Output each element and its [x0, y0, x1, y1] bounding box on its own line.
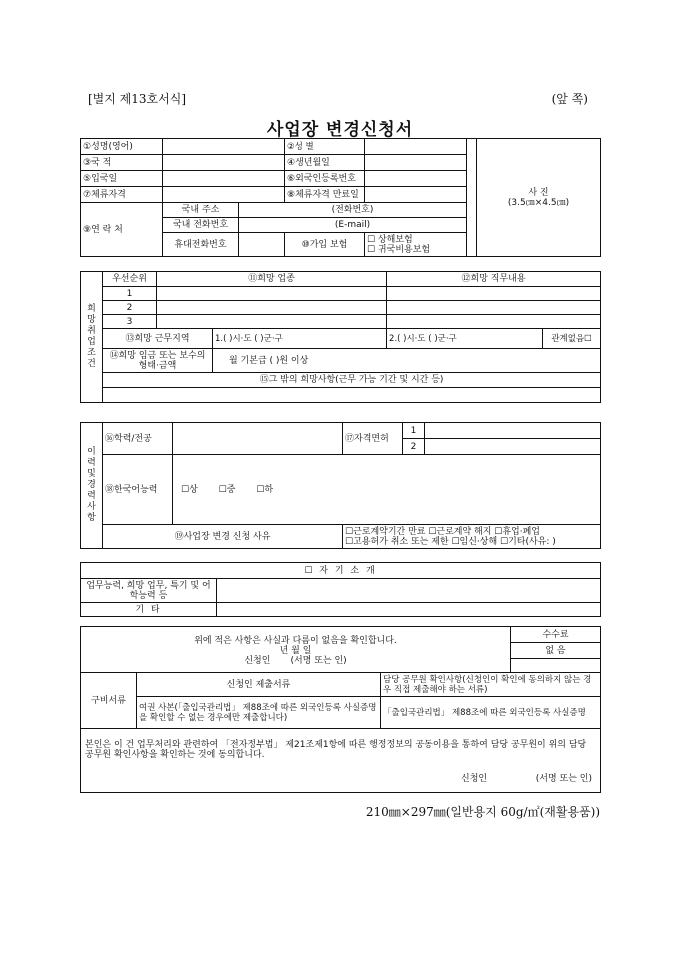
email-field[interactable]: [239, 218, 467, 233]
confirmation-table: [80, 626, 601, 793]
mobile-field[interactable]: [239, 233, 285, 257]
duty-2-field[interactable]: [387, 301, 601, 315]
birth-field[interactable]: [365, 155, 467, 171]
education-label: ⑯학력/전공: [103, 423, 173, 455]
ability-field[interactable]: [217, 579, 601, 603]
industry-3-field[interactable]: [157, 315, 387, 329]
applicant-sign: (서명 또는 인): [290, 655, 347, 666]
no-matter-checkbox[interactable]: 관계없음☐: [543, 329, 601, 349]
statement-text: 위에 적은 사항은 사실과 다름이 없음을 확인합니다.: [194, 635, 397, 646]
status-expiry-label: ⑧체류자격 만료일: [285, 187, 365, 203]
injury-insurance-checkbox[interactable]: ☐ 상해보험: [367, 234, 413, 245]
nationality-label: ③국 적: [81, 155, 163, 171]
entry-date-label: ⑤입국일: [81, 171, 163, 187]
registration-field[interactable]: [365, 171, 467, 187]
license-label: ⑰자격면허: [343, 423, 403, 455]
self-intro-title: ☐ 자 기 소 개: [81, 563, 601, 579]
korean-label: ⑱한국어능력: [103, 455, 173, 525]
other-wishes-field[interactable]: [103, 388, 601, 403]
duty-1-field[interactable]: [387, 287, 601, 301]
korean-options[interactable]: [173, 455, 601, 525]
photo-label: 사 진: [528, 187, 549, 198]
fee-label: 수수료: [511, 627, 601, 643]
consent-text: 본인은 이 건 업무처리와 관련하여 「전자정부법」 제21조제1항에 따른 행정정보의 공동이용을 통하여 담당 공무원이 위의 담당 공무원 확인사항을 확인하는 것에 동의합니다.: [85, 739, 587, 760]
statement-cell: [81, 627, 511, 673]
fee-value: 없 음: [511, 643, 601, 659]
status-expiry-field[interactable]: [365, 187, 467, 203]
paper-spec: 210㎜×297㎜(일반용지 60g/㎡(재활용품)): [365, 805, 600, 819]
applicant-docs-detail: 여권 사본(「출입국관리법」 제88조에 따른 외국인등록 사실증명을 확인할 수 없는 경우에만 제출합니다): [137, 697, 381, 729]
form-title: 사업장 변경신청서: [266, 120, 414, 140]
consent-applicant-label: 신청인: [461, 773, 488, 784]
address-label: 국내 주소: [163, 203, 239, 218]
personal-info-table: [80, 138, 601, 257]
priority-2: 2: [103, 301, 157, 315]
documents-label: 구비서류: [81, 673, 137, 729]
etc-field[interactable]: [217, 603, 601, 617]
applicant-label: 신청인: [244, 655, 271, 666]
region-1-field[interactable]: 1.( )시·도 ( )군·구: [213, 329, 387, 349]
photo-size: (3.5㎝×4.5㎝): [507, 197, 570, 208]
domestic-phone-label: 국내 전화번호: [163, 218, 239, 233]
desired-side-label: 희망 취업조건: [81, 272, 103, 403]
status-field[interactable]: [163, 187, 285, 203]
duty-header: ⑫희망 직무내용: [387, 272, 601, 287]
insurance-label: ⑩가입 보험: [285, 233, 365, 257]
industry-1-field[interactable]: [157, 287, 387, 301]
wage-label: ⑭희망 임금 또는 보수의 형태·금액: [103, 349, 213, 373]
reason-options[interactable]: [343, 525, 601, 549]
insurance-options[interactable]: [365, 233, 467, 257]
etc-label: 기 타: [81, 603, 217, 617]
status-label: ⑦체류자격: [81, 187, 163, 203]
gender-field[interactable]: [365, 139, 467, 155]
reason-line-1[interactable]: ☐근로계약기간 만료 ☐근로계약 해지 ☐휴업·폐업: [345, 526, 541, 537]
email-label: (E-mail): [334, 220, 371, 230]
return-cost-insurance-checkbox[interactable]: ☐ 귀국비용보험: [367, 244, 431, 255]
duty-3-field[interactable]: [387, 315, 601, 329]
officer-docs-label: 담당 공무원 확인사항(신청인이 확인에 동의하지 않는 경우 직접 제출해야 하는 서류): [381, 673, 601, 697]
birth-label: ④생년월일: [285, 155, 365, 171]
priority-3: 3: [103, 315, 157, 329]
phone-label: (전화번호): [331, 205, 374, 215]
nationality-field[interactable]: [163, 155, 285, 171]
korean-high-checkbox[interactable]: ☐상: [181, 484, 198, 495]
desired-conditions-table: [80, 271, 601, 403]
industry-header: ⑪희망 업종: [157, 272, 387, 287]
region-2-field[interactable]: 2.( )시·도 ( )군·구: [387, 329, 543, 349]
date-line[interactable]: 년 월 일: [279, 645, 312, 656]
career-table: [80, 422, 601, 549]
license-1-field[interactable]: [425, 423, 601, 439]
korean-low-checkbox[interactable]: ☐하: [256, 484, 274, 495]
name-field[interactable]: [163, 139, 285, 155]
priority-1: 1: [103, 287, 157, 301]
officer-docs-detail: 「출입국관리법」 제88조에 따른 외국인등록 사실증명: [381, 697, 601, 729]
contact-label: ⑨연 락 처: [81, 203, 163, 257]
ability-label: 업무능력, 희망 업무, 특기 및 어학능력 등: [81, 579, 217, 603]
career-side-label: 이력 및 경력사항: [81, 423, 103, 549]
address-field[interactable]: [239, 203, 467, 218]
reason-label: ⑲사업장 변경 신청 사유: [103, 525, 343, 549]
photo-box[interactable]: [477, 139, 601, 257]
consent-sign-line[interactable]: [83, 774, 598, 784]
consent-cell: [81, 729, 601, 793]
license-row-1: 1: [403, 423, 425, 439]
applicant-sign-line[interactable]: [83, 656, 508, 666]
page-side-label: (앞 쪽): [551, 92, 588, 106]
education-field[interactable]: [173, 423, 343, 455]
self-intro-table: [80, 562, 601, 617]
korean-mid-checkbox[interactable]: ☐중: [218, 484, 236, 495]
license-row-2: 2: [403, 439, 425, 455]
name-label: ①성명(영어): [81, 139, 163, 155]
other-wishes-label: ⑮그 밖의 희망사항(근무 가능 기간 및 시간 등): [103, 373, 601, 388]
entry-date-field[interactable]: [163, 171, 285, 187]
wage-field[interactable]: [213, 349, 601, 373]
mobile-label: 휴대전화번호: [163, 233, 239, 257]
wage-text: 월 기본급 ( )원 이상: [229, 355, 309, 366]
reason-line-2[interactable]: ☐고용허가 취소 또는 제한 ☐임신·상해 ☐기타(사유: ): [345, 536, 556, 547]
region-label: ⑬희망 근무지역: [103, 329, 213, 349]
license-2-field[interactable]: [425, 439, 601, 455]
applicant-docs-label: 신청인 제출서류: [137, 673, 381, 697]
priority-header: 우선순위: [103, 272, 157, 287]
consent-sign: (서명 또는 인): [535, 773, 592, 784]
gender-label: ②성 별: [285, 139, 365, 155]
industry-2-field[interactable]: [157, 301, 387, 315]
registration-label: ⑥외국인등록번호: [285, 171, 365, 187]
form-number: [별지 제13호서식]: [88, 92, 186, 106]
